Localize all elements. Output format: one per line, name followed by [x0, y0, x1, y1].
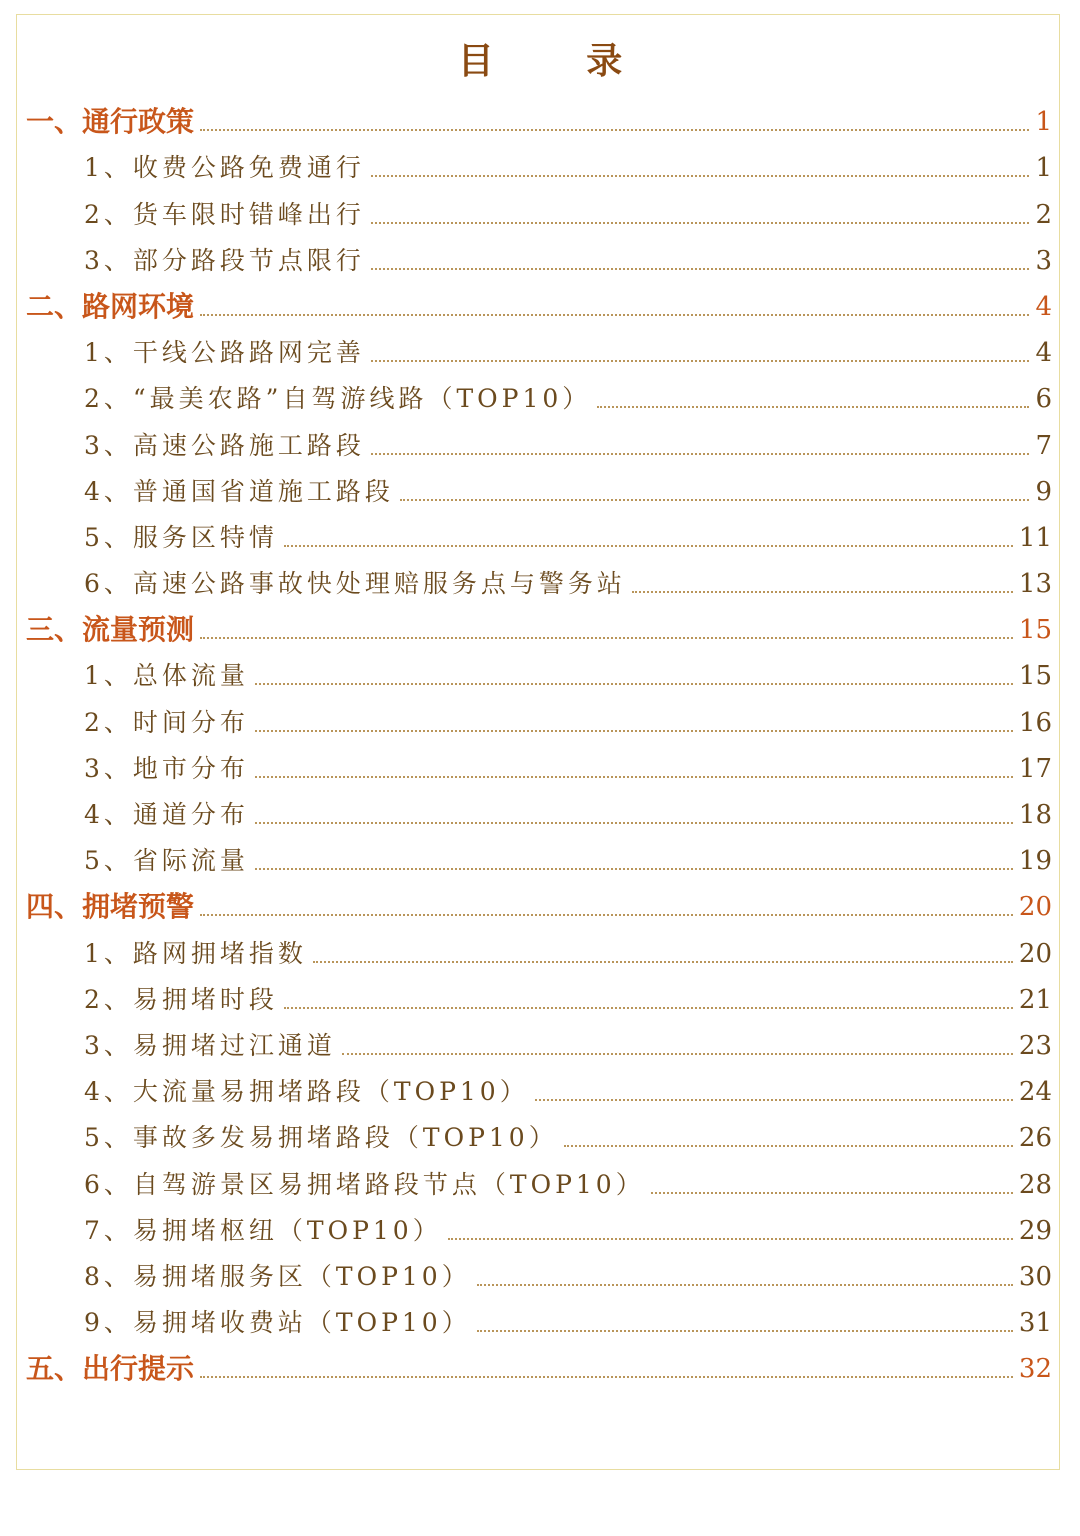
toc-item-label: 7、易拥堵枢纽（TOP10）	[84, 1215, 442, 1245]
toc-item-entry[interactable]	[0, 1297, 1080, 1343]
toc-item-entry[interactable]	[0, 927, 1080, 973]
toc-section-entry[interactable]	[0, 1343, 1080, 1389]
page-number: 21	[1018, 984, 1052, 1015]
toc-item-label: 5、服务区特情	[84, 522, 278, 552]
toc-item-label: 4、通道分布	[84, 800, 249, 829]
toc-item-entry[interactable]	[0, 419, 1080, 465]
toc-item-label: 1、路网拥堵指数	[84, 938, 307, 968]
dot-leader	[477, 1329, 1013, 1332]
page-number: 11	[1018, 522, 1052, 553]
toc-item-label: 2、“最美农路”自驾游线路（TOP10）	[84, 384, 592, 414]
page-number: 15	[1018, 615, 1052, 646]
page-number: 24	[1018, 1077, 1052, 1108]
toc-item-label: 9、易拥堵收费站（TOP10）	[84, 1308, 471, 1338]
dot-leader	[284, 1006, 1013, 1009]
toc-item-entry[interactable]	[0, 1020, 1080, 1066]
toc-item-label: 1、总体流量	[84, 661, 249, 691]
dot-leader	[200, 1375, 1013, 1378]
toc-item-label: 3、高速公路施工路段	[84, 430, 365, 460]
page-number: 9	[1035, 476, 1052, 507]
dot-leader	[200, 636, 1013, 639]
toc-item-label: 4、大流量易拥堵路段（TOP10）	[84, 1077, 529, 1107]
toc-item-entry[interactable]	[0, 512, 1080, 558]
page-number: 16	[1018, 707, 1052, 738]
page-number: 1	[1035, 153, 1052, 184]
dot-leader	[255, 867, 1013, 870]
dot-leader	[448, 1237, 1013, 1240]
toc-section-label: 一、通行政策	[26, 105, 195, 139]
dot-leader	[200, 313, 1029, 316]
toc-item-label: 4、普通国省道施工路段	[84, 476, 394, 506]
toc-item-entry[interactable]	[0, 466, 1080, 512]
dot-leader	[284, 544, 1013, 547]
toc-item-entry[interactable]	[0, 558, 1080, 604]
page-number: 1	[1035, 107, 1052, 138]
page-number: 31	[1018, 1308, 1052, 1339]
dot-leader	[342, 1052, 1013, 1055]
page-number: 13	[1018, 569, 1052, 600]
toc-section-entry[interactable]	[0, 604, 1080, 650]
page-number: 29	[1018, 1215, 1052, 1246]
dot-leader	[477, 1283, 1013, 1286]
toc-section-entry[interactable]	[0, 881, 1080, 927]
page-number: 4	[1035, 338, 1052, 369]
toc-item-entry[interactable]	[0, 373, 1080, 419]
page-number: 30	[1018, 1261, 1052, 1292]
toc-item-entry[interactable]	[0, 235, 1080, 281]
page-number: 18	[1018, 800, 1052, 830]
page-number: 28	[1018, 1169, 1052, 1200]
page-number: 15	[1018, 661, 1052, 692]
page-number: 26	[1018, 1123, 1052, 1154]
dot-leader	[200, 128, 1029, 131]
page-number: 3	[1035, 245, 1052, 276]
toc-item-entry[interactable]	[0, 835, 1080, 881]
page-number: 19	[1018, 846, 1052, 877]
toc-item-label: 8、易拥堵服务区（TOP10）	[84, 1261, 471, 1291]
dot-leader	[371, 174, 1030, 177]
toc-section-entry[interactable]	[0, 281, 1080, 327]
dot-leader	[371, 267, 1030, 270]
toc-item-entry[interactable]	[0, 743, 1080, 789]
page-number: 20	[1018, 892, 1052, 923]
toc-item-label: 5、事故多发易拥堵路段（TOP10）	[84, 1123, 558, 1153]
page-number: 32	[1018, 1354, 1052, 1385]
dot-leader	[651, 1191, 1013, 1194]
dot-leader	[200, 913, 1013, 916]
toc-item-entry[interactable]	[0, 142, 1080, 188]
dot-leader	[632, 590, 1013, 593]
dot-leader	[371, 452, 1030, 455]
dot-leader	[400, 498, 1030, 501]
toc-item-entry[interactable]	[0, 1066, 1080, 1112]
dot-leader	[535, 1098, 1013, 1101]
toc-item-label: 2、易拥堵时段	[84, 984, 278, 1014]
toc-item-entry[interactable]	[0, 696, 1080, 742]
toc-item-label: 3、部分路段节点限行	[84, 245, 365, 275]
toc-section-entry[interactable]	[0, 96, 1080, 142]
dot-leader	[371, 221, 1030, 224]
page-number: 7	[1035, 430, 1052, 461]
toc-item-entry[interactable]	[0, 650, 1080, 696]
toc-item-entry[interactable]	[0, 974, 1080, 1020]
dot-leader	[255, 821, 1013, 824]
dot-leader	[564, 1144, 1013, 1147]
dot-leader	[597, 405, 1029, 408]
toc-item-label: 3、易拥堵过江通道	[84, 1030, 336, 1060]
page-number: 6	[1035, 384, 1052, 415]
toc-item-entry[interactable]	[0, 1112, 1080, 1158]
table-of-contents	[0, 96, 1080, 1389]
toc-item-entry[interactable]	[0, 1205, 1080, 1251]
page-number: 23	[1018, 1030, 1052, 1061]
dot-leader	[313, 960, 1013, 963]
toc-item-label: 3、地市分布	[84, 753, 249, 783]
toc-item-label: 1、干线公路路网完善	[84, 338, 365, 368]
toc-item-label: 2、货车限时错峰出行	[84, 199, 365, 229]
toc-item-entry[interactable]	[0, 327, 1080, 373]
toc-section-label: 五、出行提示	[26, 1352, 195, 1386]
dot-leader	[371, 359, 1030, 362]
dot-leader	[255, 729, 1013, 732]
toc-item-label: 6、自驾游景区易拥堵路段节点（TOP10）	[84, 1169, 645, 1199]
toc-section-label: 二、路网环境	[26, 289, 195, 323]
page-number: 4	[1035, 291, 1052, 322]
toc-item-entry[interactable]	[0, 1158, 1080, 1204]
toc-item-label: 6、高速公路事故快处理赔服务点与警务站	[84, 569, 626, 599]
toc-section-label: 三、流量预测	[26, 613, 195, 647]
dot-leader	[255, 775, 1013, 778]
toc-item-entry[interactable]	[0, 1251, 1080, 1297]
page-number: 2	[1035, 199, 1052, 230]
toc-item-label: 5、省际流量	[84, 846, 249, 876]
toc-title: 目 录	[457, 41, 663, 82]
page-number: 17	[1018, 753, 1052, 784]
toc-item-entry[interactable]	[0, 188, 1080, 234]
page-number: 20	[1018, 938, 1052, 969]
toc-item-label: 1、收费公路免费通行	[84, 153, 365, 183]
dot-leader	[255, 682, 1013, 685]
toc-item-label: 2、时间分布	[84, 707, 249, 737]
toc-item-entry[interactable]	[0, 789, 1080, 835]
toc-section-label: 四、拥堵预警	[26, 890, 195, 924]
